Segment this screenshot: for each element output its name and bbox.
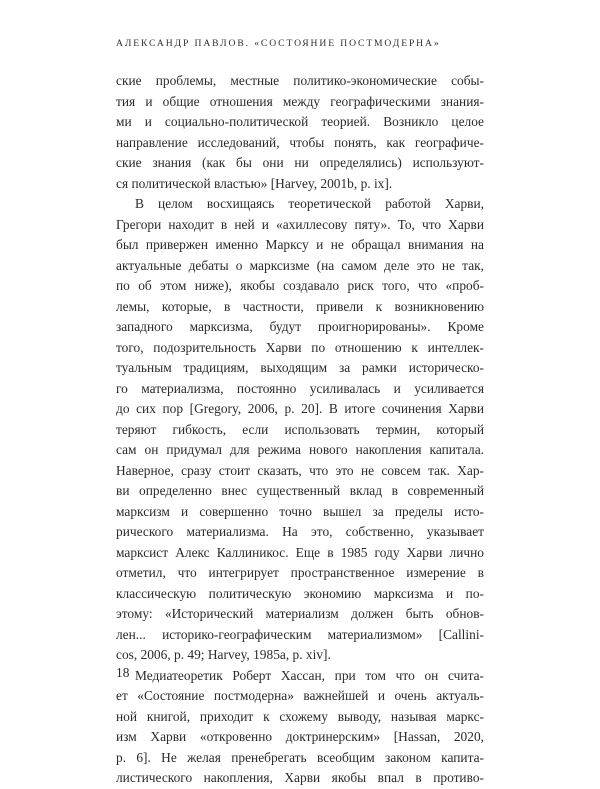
- text-line: ет «Состояние постмодерна» важнейшей и очень актуаль-: [116, 688, 484, 703]
- text-line: марксизм и совершенно точно вышел за пределы исто-: [116, 503, 484, 519]
- text-line: этому: «Исторический материализм должен быть обнов-: [116, 606, 484, 621]
- text-line: ной книгой, приходит к схожему выводу, называя маркс-: [116, 708, 484, 724]
- page-number: 18: [116, 665, 130, 680]
- running-head: АЛЕКСАНДР ПАВЛОВ. «СОСТОЯНИЕ ПОСТМОДЕРНА»: [116, 38, 441, 49]
- text-line: туальным традициям, выходящим за рамки историческо-: [116, 360, 484, 375]
- text-line: рического материализма. На это, собственно, указывает: [116, 524, 484, 539]
- text-line: p. 6]. Не желая пренебрегать всеобщим законом капита-: [116, 749, 484, 765]
- text-line: лемы, которые, в частности, привели к возникновению: [116, 298, 484, 314]
- text-line: актуальные дебаты о марксизме (на самом деле это не так,: [116, 257, 484, 273]
- text-line: го материализма, постоянно усиливалась и усиливается: [116, 380, 484, 396]
- text-line: западного марксизма, будут проигнорированы». Кроме: [116, 319, 484, 334]
- text-line: теряют гибкость, если использовать термин, который: [116, 421, 484, 437]
- text-line: ские проблемы, местные политико-экономические собы-: [116, 73, 484, 88]
- text-line: ви определенно внес существенный вклад в современный: [116, 483, 484, 498]
- text-line: был привержен именно Марксу и не обращал внимания на: [116, 237, 484, 252]
- text-line: марксист Алекс Каллиникос. Еще в 1985 году Харви лично: [116, 544, 484, 560]
- paragraph-end-line: ся политической властью» [Harvey, 2001b, p. ix].: [116, 175, 393, 191]
- text-line: сам он придумал для режима нового накопления капитала.: [116, 442, 484, 457]
- body-text: [116, 71, 484, 789]
- text-line: тия и общие отношения между географическими знания-: [116, 93, 484, 109]
- text-line: Грегори находит в ней и «ахиллесову пяту». То, что Харви: [116, 216, 484, 232]
- text-line: Наверное, сразу стоит сказать, что это не совсем так. Хар-: [116, 462, 484, 478]
- paragraph-first-line: В целом восхищаясь теоретической работой Харви,: [135, 196, 484, 211]
- text-line: направление исследований, чтобы понять, как географиче-: [116, 134, 484, 150]
- text-line: до сих пор [Gregory, 2006, p. 20]. В итоге сочинения Харви: [116, 401, 484, 416]
- text-line: лен... историко-географическим материализмом» [Callini-: [116, 626, 484, 642]
- text-line: классическую политическую экономию марксизма и по-: [116, 585, 484, 601]
- text-line: ские знания (как бы они ни определялись) используют-: [116, 155, 484, 170]
- paragraph-end-line: cos, 2006, p. 49; Harvey, 1985a, p. xiv].: [116, 647, 331, 662]
- text-line: листического накопления, Харви якобы впал в противо-: [116, 770, 484, 785]
- paragraph-first-line: Медиатеоретик Роберт Хассан, при том что он счита-: [135, 667, 484, 683]
- text-line: изм Харви «откровенно доктринерским» [Hassan, 2020,: [116, 729, 484, 744]
- text-line: того, подозрительность Харви по отношению к интеллек-: [116, 339, 484, 355]
- text-line: по об этом ниже), якобы создавало риск того, что «проб-: [116, 278, 484, 293]
- text-line: ми и социально-политической теорией. Возникло целое: [116, 114, 484, 129]
- text-line: отметил, что интегрирует пространственное измерение в: [116, 565, 484, 580]
